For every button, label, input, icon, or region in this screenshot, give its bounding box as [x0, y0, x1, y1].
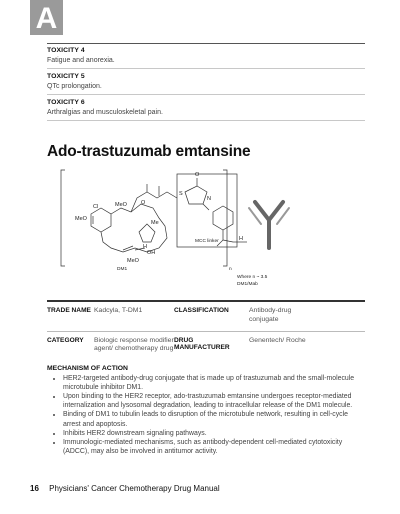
manufacturer-label: DRUG MANUFACTURER [174, 336, 230, 351]
toxicity-text: QTc prolongation. [47, 83, 102, 90]
section-tab: A [30, 0, 63, 35]
list-item: • Upon binding to the HER2 receptor, ado-trastuzumab emtansine undergoes receptor-mediated internalization and lysosomal degradation, leading to intracellular release of the DM1 molecule. [63, 392, 365, 410]
chemical-structure [47, 162, 367, 292]
toxicity-6 [47, 99, 365, 116]
divider [47, 120, 365, 121]
toxicity-heading: TOXICITY 5 [47, 73, 85, 80]
top-rule [47, 43, 365, 44]
list-item: • HER2-targeted antibody-drug conjugate that is made up of trastuzumab and the small-molecule microtubule inhibitor DM1. [63, 374, 365, 392]
toxicity-heading: TOXICITY 4 [47, 47, 85, 54]
label-meo: MeO [115, 202, 127, 208]
label-meo: MeO [127, 258, 139, 264]
label-meo: MeO [75, 216, 87, 222]
classification-label: CLASSIFICATION [174, 307, 229, 314]
label-nh: H [239, 236, 243, 242]
label-where: Where n ~ 3.5 [237, 275, 268, 280]
label-o: O [195, 172, 200, 178]
label-o: O [141, 200, 146, 206]
divider [47, 94, 365, 95]
label-me: Me [151, 220, 159, 226]
toxicity-text: Arthralgias and musculoskeletal pain. [47, 109, 163, 116]
label-dm1: DM1 [117, 267, 128, 272]
label-n: N [207, 196, 211, 202]
trade-name-label: TRADE NAME [47, 307, 91, 314]
label-oh: OH [147, 250, 156, 256]
toxicity-4 [47, 47, 365, 64]
book-title: Physicians' Cancer Chemotherapy Drug Manual [49, 484, 220, 493]
label-cl: Cl [93, 204, 99, 210]
list-item: • Immunologic-mediated mechanisms, such as antibody-dependent cell-mediated cytotoxicity (ADCC), may also be involved in antitumor activity. [63, 438, 365, 456]
label-mcc: MCC linker [195, 239, 219, 244]
manufacturer-value: Genentech/ Roche [249, 336, 306, 344]
drug-info-table [47, 300, 365, 360]
page-footer [30, 484, 220, 493]
divider [47, 68, 365, 69]
list-item: • Inhibits HER2 downstream signaling pathways. [63, 429, 365, 438]
classification-value: Antibody-drug conjugate [249, 307, 292, 323]
label-s: S [179, 191, 183, 197]
label-subscript-n: n [229, 267, 232, 272]
label-h: H [143, 244, 147, 250]
page-number: 16 [30, 484, 39, 493]
toxicity-heading: TOXICITY 6 [47, 99, 85, 106]
list-item: • Binding of DM1 to tubulin leads to disruption of the microtubule network, resulting in cell-cycle arrest and apoptosis. [63, 410, 365, 428]
toxicity-5 [47, 73, 365, 90]
toxicity-text: Fatigue and anorexia. [47, 57, 115, 64]
category-label: CATEGORY [47, 336, 84, 344]
category-value: Biologic response modifier agent/ chemotherapy drug [94, 336, 174, 353]
drug-title: Ado-trastuzumab emtansine [47, 143, 251, 160]
mechanism-list [47, 374, 365, 456]
trade-name-value: Kadcyla, T-DM1 [94, 307, 143, 314]
label-dm1-mab: DM1/Mab [237, 282, 258, 287]
mechanism-heading: MECHANISM OF ACTION [47, 365, 128, 372]
info-row [47, 331, 365, 361]
info-row [47, 300, 365, 331]
mechanism-of-action [47, 365, 365, 456]
